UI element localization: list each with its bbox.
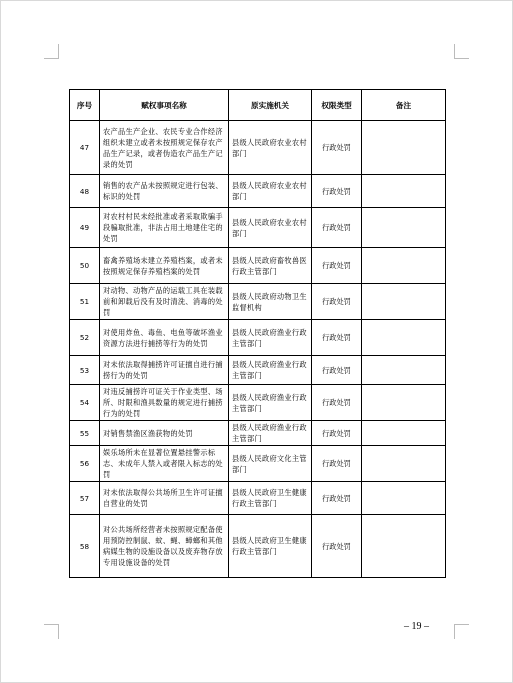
- table-row: [70, 385, 446, 421]
- row-number: 56: [70, 446, 100, 482]
- row-number: 55: [70, 421, 100, 446]
- row-remarks: [362, 515, 446, 578]
- table-row: [70, 482, 446, 515]
- row-item-name: 对违反捕捞许可证关于作业类型、场所、时限和渔具数量的规定进行捕捞行为的处罚: [100, 385, 229, 421]
- row-item-name: 对销售禁渔区渔获物的处罚: [100, 421, 229, 446]
- row-power-type: 行政处罚: [312, 208, 362, 248]
- row-remarks: [362, 446, 446, 482]
- row-agency: 县级人民政府农业农村部门: [229, 175, 312, 208]
- row-remarks: [362, 208, 446, 248]
- table-row: [70, 121, 446, 175]
- row-remarks: [362, 320, 446, 356]
- row-number: 50: [70, 248, 100, 284]
- header-power-type: 权限类型: [312, 90, 362, 121]
- header-original-agency: 原实施机关: [229, 90, 312, 121]
- header-number: 序号: [70, 90, 100, 121]
- row-power-type: 行政处罚: [312, 284, 362, 320]
- row-power-type: 行政处罚: [312, 121, 362, 175]
- row-agency: 县级人民政府文化主管部门: [229, 446, 312, 482]
- row-remarks: [362, 482, 446, 515]
- row-number: 54: [70, 385, 100, 421]
- table-row: [70, 208, 446, 248]
- row-number: 48: [70, 175, 100, 208]
- table-row: [70, 175, 446, 208]
- power-items-table: [69, 89, 446, 578]
- table-row: [70, 284, 446, 320]
- row-number: 52: [70, 320, 100, 356]
- row-power-type: 行政处罚: [312, 356, 362, 385]
- row-power-type: 行政处罚: [312, 385, 362, 421]
- row-remarks: [362, 356, 446, 385]
- row-power-type: 行政处罚: [312, 248, 362, 284]
- row-number: 58: [70, 515, 100, 578]
- row-agency: 县级人民政府渔业行政主管部门: [229, 320, 312, 356]
- row-agency: 县级人民政府渔业行政主管部门: [229, 356, 312, 385]
- row-item-name: 娱乐场所未在显著位置悬挂警示标志、未成年人禁入或者限入标志的处罚: [100, 446, 229, 482]
- table-row: [70, 356, 446, 385]
- table-row: [70, 421, 446, 446]
- row-remarks: [362, 284, 446, 320]
- row-item-name: 对农村村民未经批准或者采取欺骗手段骗取批准，非法占用土地建住宅的处罚: [100, 208, 229, 248]
- row-agency: 县级人民政府卫生健康行政主管部门: [229, 482, 312, 515]
- row-power-type: 行政处罚: [312, 175, 362, 208]
- row-agency: 县级人民政府卫生健康行政主管部门: [229, 515, 312, 578]
- row-remarks: [362, 421, 446, 446]
- row-item-name: 畜禽养殖场未建立养殖档案，或者未按照规定保存养殖档案的处罚: [100, 248, 229, 284]
- table-row: [70, 515, 446, 578]
- row-power-type: 行政处罚: [312, 421, 362, 446]
- row-agency: 县级人民政府动物卫生监督机构: [229, 284, 312, 320]
- row-item-name: 对公共场所经营者未按照规定配备使用预防控制鼠、蚊、蝇、蟑螂和其他病媒生物的设施设备以及废弃物存放专用设施设备的处罚: [100, 515, 229, 578]
- crop-mark-bottom-right: [454, 624, 469, 639]
- table-row: [70, 446, 446, 482]
- crop-mark-top-right: [454, 44, 469, 59]
- row-power-type: 行政处罚: [312, 320, 362, 356]
- row-remarks: [362, 121, 446, 175]
- crop-mark-bottom-left: [44, 624, 59, 639]
- table-row: [70, 248, 446, 284]
- row-item-name: 对未依法取得捕捞许可证擅自进行捕捞行为的处罚: [100, 356, 229, 385]
- page-number: – 19 –: [404, 621, 429, 632]
- row-item-name: 农产品生产企业、农民专业合作经济组织未建立或者未按照规定保存农产品生产记录，或者伪造农产品生产记录的处罚: [100, 121, 229, 175]
- row-power-type: 行政处罚: [312, 482, 362, 515]
- row-agency: 县级人民政府农业农村部门: [229, 208, 312, 248]
- table-row: [70, 320, 446, 356]
- row-remarks: [362, 248, 446, 284]
- table-header-row: [70, 90, 446, 121]
- header-remarks: 备注: [362, 90, 446, 121]
- row-number: 47: [70, 121, 100, 175]
- row-remarks: [362, 385, 446, 421]
- header-item-name: 赋权事项名称: [100, 90, 229, 121]
- row-item-name: 销售的农产品未按照规定进行包装、标识的处罚: [100, 175, 229, 208]
- row-item-name: 对未依法取得公共场所卫生许可证擅自营业的处罚: [100, 482, 229, 515]
- row-number: 49: [70, 208, 100, 248]
- row-remarks: [362, 175, 446, 208]
- row-agency: 县级人民政府畜牧兽医行政主管部门: [229, 248, 312, 284]
- row-number: 57: [70, 482, 100, 515]
- row-number: 53: [70, 356, 100, 385]
- row-item-name: 对使用炸鱼、毒鱼、电鱼等破坏渔业资源方法进行捕捞等行为的处罚: [100, 320, 229, 356]
- row-power-type: 行政处罚: [312, 446, 362, 482]
- crop-mark-top-left: [44, 44, 59, 59]
- row-item-name: 对动物、动物产品的运载工具在装载前和卸载后没有及时清洗、消毒的处罚: [100, 284, 229, 320]
- row-agency: 县级人民政府渔业行政主管部门: [229, 421, 312, 446]
- row-agency: 县级人民政府农业农村部门: [229, 121, 312, 175]
- row-number: 51: [70, 284, 100, 320]
- row-power-type: 行政处罚: [312, 515, 362, 578]
- row-agency: 县级人民政府渔业行政主管部门: [229, 385, 312, 421]
